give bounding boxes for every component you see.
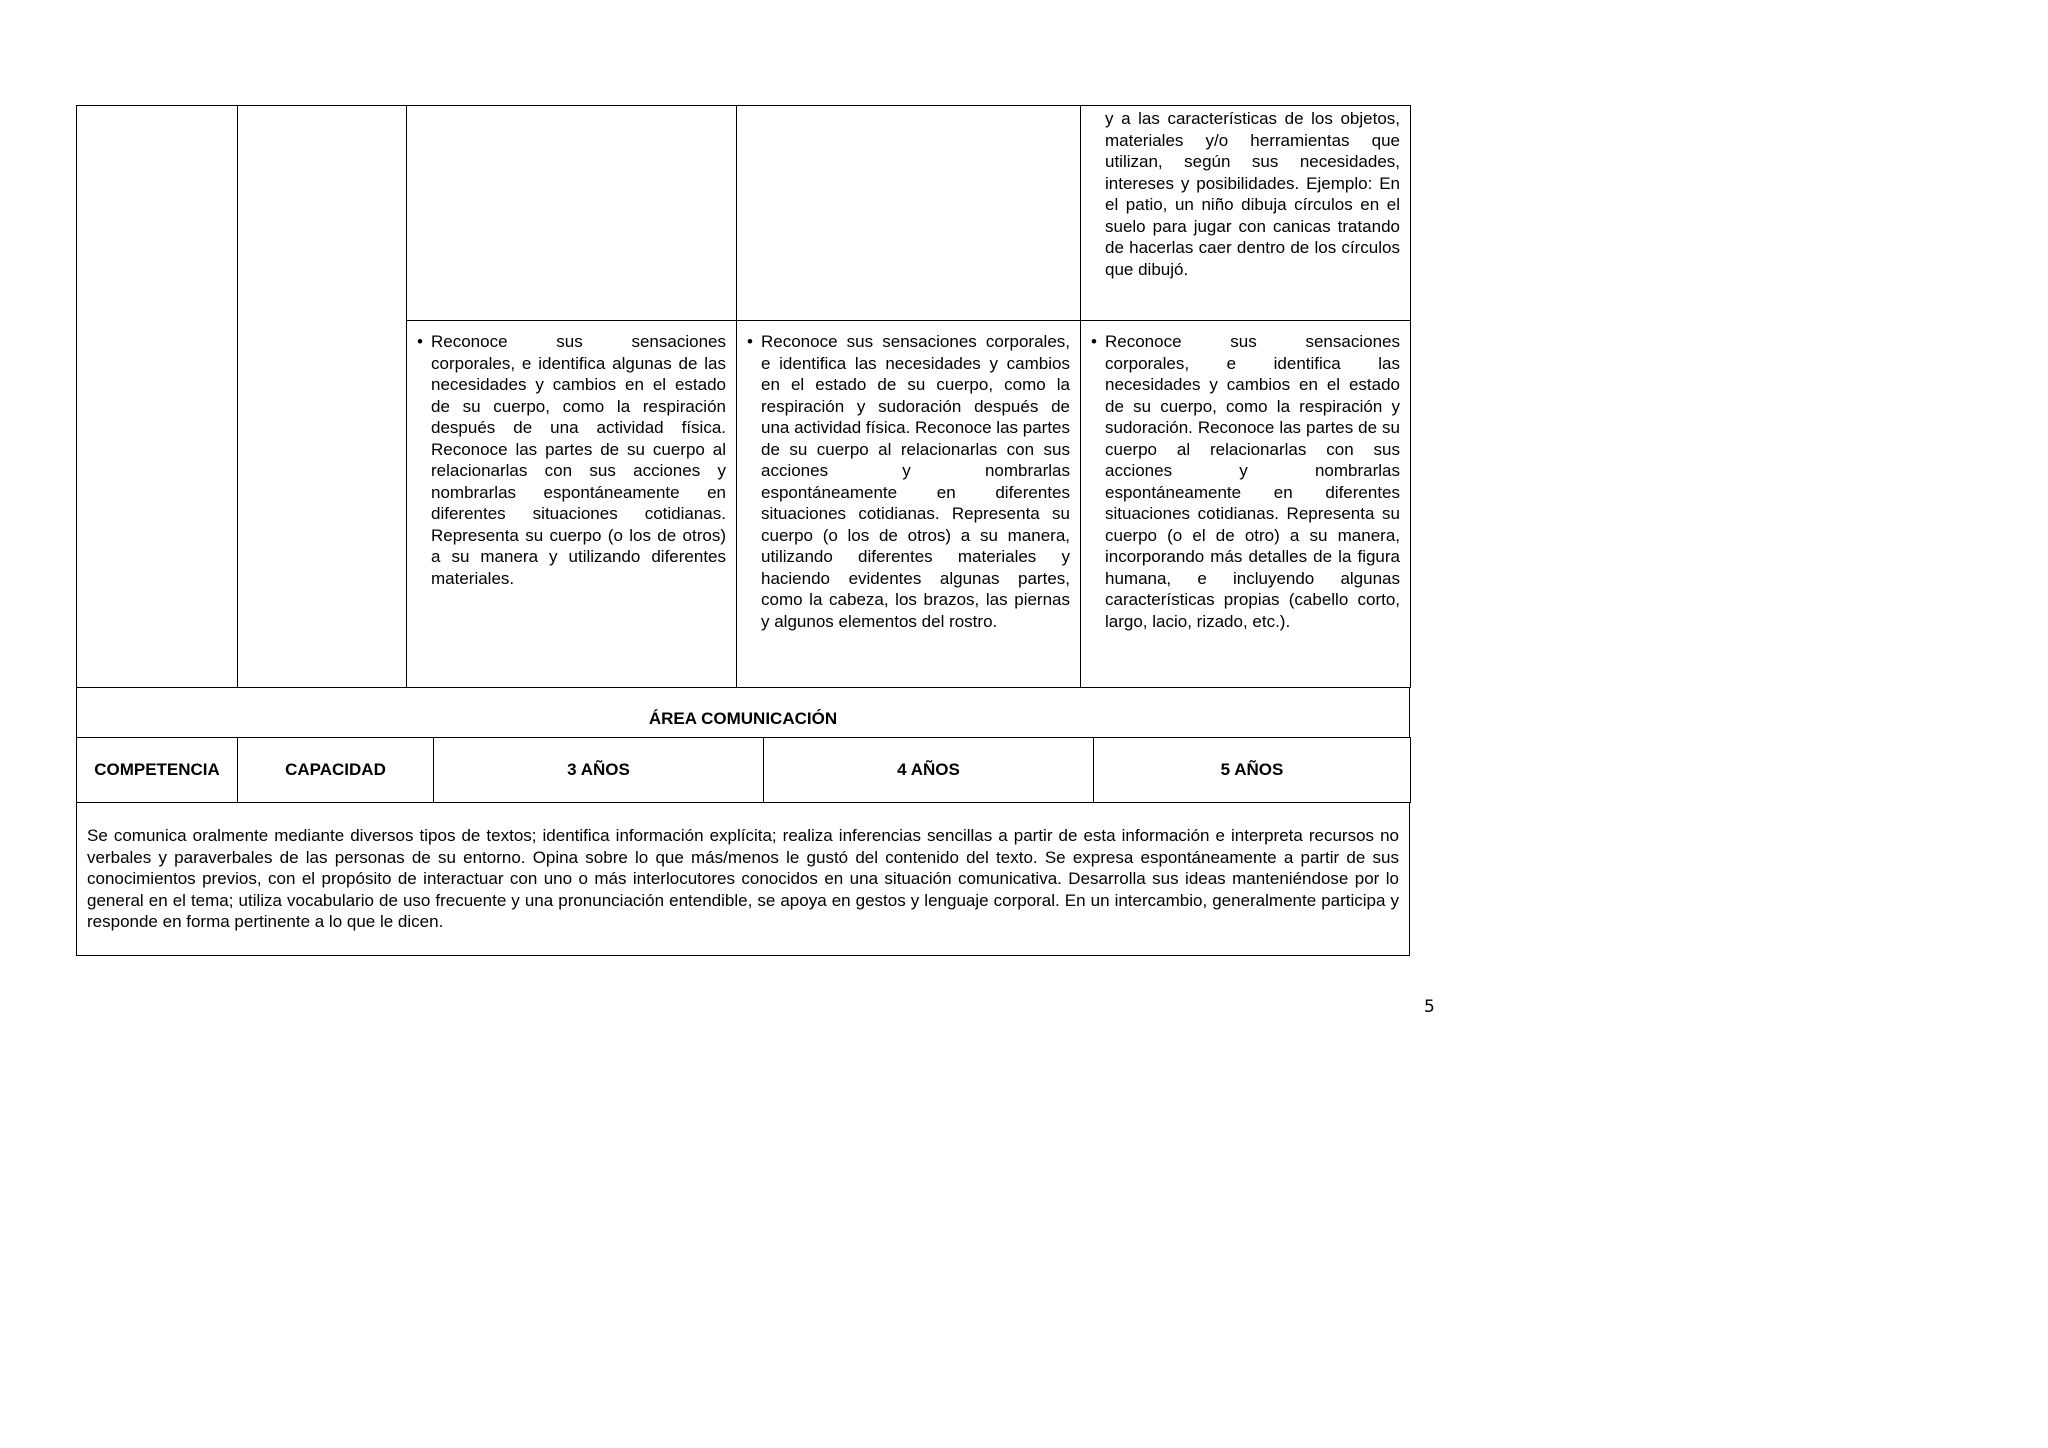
header-3-anos: 3 AÑOS xyxy=(434,738,764,803)
bullet-dot-icon: • xyxy=(747,332,753,351)
age3-cell xyxy=(407,321,737,688)
area-title-table xyxy=(76,687,1410,738)
age5-continued-text: y a las características de los objetos, materiales y/o herramientas que utilizan, según sus necesidades, intereses y posibilidades. Ejemplo: En el patio, un niño dibuja círculos en el suelo para jugar con canicas tratando de hacerlas caer dentro de los círculos que dibujó. xyxy=(1105,109,1400,279)
header-5-anos: 5 AÑOS xyxy=(1094,738,1411,803)
capacidad-cell xyxy=(238,106,407,688)
header-capacidad: CAPACIDAD xyxy=(238,738,434,803)
age5-cell-continued xyxy=(1081,106,1411,321)
competency-table-continued xyxy=(76,105,1411,688)
area-description-cell xyxy=(77,803,1410,956)
bullet-dot-icon: • xyxy=(417,332,423,351)
header-competencia: COMPETENCIA xyxy=(77,738,238,803)
age5-cell xyxy=(1081,321,1411,688)
table-row xyxy=(77,106,1411,321)
age4-description: Reconoce sus sensaciones corporales, e identifica las necesidades y cambios en el estado de su cuerpo, como la respiración y sudoración después de una actividad física. Reconoce las partes de su cuerpo al relacionarlas con sus acciones y nombrarlas espontáneamente en diferentes situaciones cotidianas. Representa su cuerpo (o los de otros) a su manera, utilizando diferentes materiales y haciendo evidentes algunas partes, como la cabeza, los brazos, las piernas y algunos elementos del rostro. xyxy=(761,332,1071,631)
page-number: 5 xyxy=(1424,997,1435,1017)
header-4-anos: 4 AÑOS xyxy=(764,738,1094,803)
table-row xyxy=(77,803,1410,956)
list-item xyxy=(417,331,726,589)
area-description-table xyxy=(76,802,1410,956)
list-item xyxy=(747,331,1070,632)
document-page xyxy=(76,105,1410,956)
age3-description: Reconoce sus sensaciones corporales, e identifica algunas de las necesidades y cambios en el estado de su cuerpo, como la respiración después de una actividad física. Reconoce las partes de su cuerpo al relacionarlas con sus acciones y nombrarlas espontáneamente en diferentes situaciones cotidianas. Representa su cuerpo (o los de otros) a su manera y utilizando diferentes materiales. xyxy=(431,332,726,588)
area-title: ÁREA COMUNICACIÓN xyxy=(77,688,1410,738)
area-header-table xyxy=(76,737,1411,803)
table-row xyxy=(77,688,1410,738)
age3-cell-empty xyxy=(407,106,737,321)
age4-cell xyxy=(737,321,1081,688)
area-description: Se comunica oralmente mediante diversos tipos de textos; identifica información explícita; realiza inferencias sencillas a partir de esta información e interpreta recursos no verbales y paraverbales de las personas de su entorno. Opina sobre lo que más/menos le gustó del contenido del texto. Se expresa espontáneamente a partir de sus conocimientos previos, con el propósito de interactuar con uno o más interlocutores conocidos en una situación comunicativa. Desarrolla sus ideas manteniéndose por lo general en el tema; utiliza vocabulario de uso frecuente y una pronunciación entendible, se apoya en gestos y lenguaje corporal. En un intercambio, generalmente participa y responde en forma pertinente a lo que le dicen. xyxy=(87,826,1399,931)
age5-description: Reconoce sus sensaciones corporales, e identifica las necesidades y cambios en el estado de su cuerpo, como la respiración y sudoración. Reconoce las partes de su cuerpo al relacionarlas con sus acciones y nombrarlas espontáneamente en diferentes situaciones cotidianas. Representa su cuerpo (o el de otro) a su manera, incorporando más detalles de la figura humana, e incluyendo algunas características propias (cabello corto, largo, lacio, rizado, etc.). xyxy=(1105,332,1400,631)
competencia-cell xyxy=(77,106,238,688)
bullet-dot-icon: • xyxy=(1091,332,1097,351)
age4-cell-empty xyxy=(737,106,1081,321)
list-item xyxy=(1091,331,1400,632)
table-header-row xyxy=(77,738,1411,803)
